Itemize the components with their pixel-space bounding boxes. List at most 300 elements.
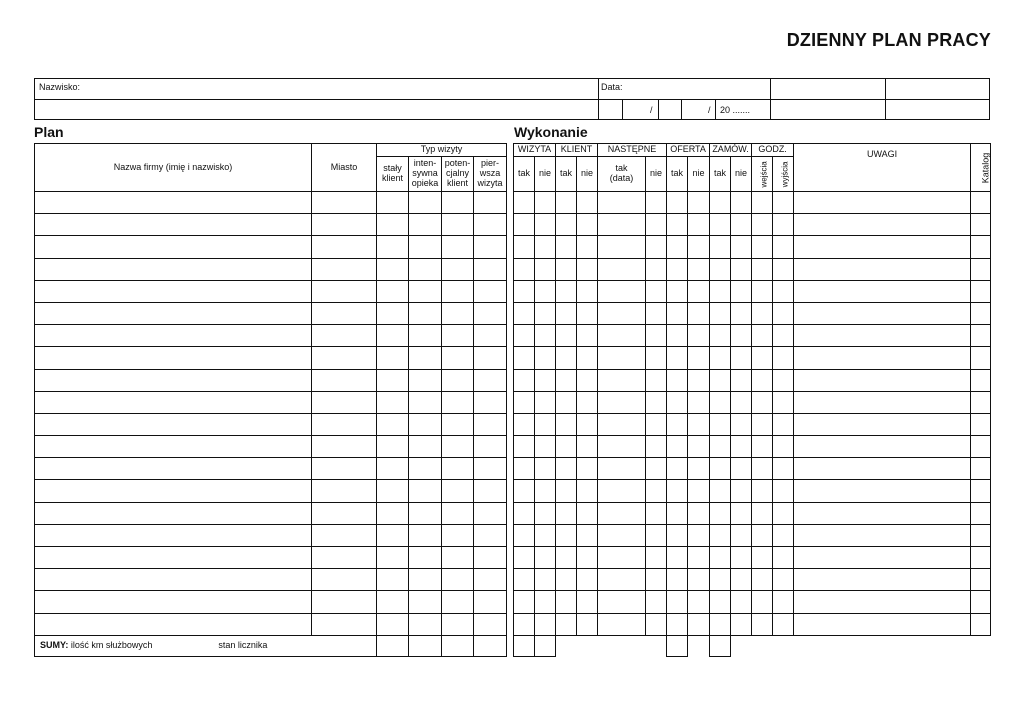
form-cell[interactable] — [598, 391, 646, 413]
form-cell[interactable] — [667, 436, 688, 458]
form-cell[interactable] — [773, 302, 794, 324]
form-cell[interactable] — [577, 436, 598, 458]
form-cell[interactable] — [794, 413, 971, 435]
form-cell[interactable] — [794, 458, 971, 480]
form-cell[interactable] — [377, 280, 409, 302]
form-cell[interactable] — [971, 480, 991, 502]
form-cell[interactable] — [731, 192, 752, 214]
form-cell[interactable] — [514, 436, 535, 458]
form-cell[interactable] — [971, 591, 991, 613]
form-cell[interactable] — [598, 502, 646, 524]
form-cell[interactable] — [646, 524, 667, 546]
form-cell[interactable] — [35, 236, 312, 258]
form-cell[interactable] — [442, 480, 474, 502]
form-cell[interactable] — [646, 280, 667, 302]
form-cell[interactable] — [474, 214, 507, 236]
form-cell[interactable] — [710, 347, 731, 369]
form-cell[interactable] — [312, 502, 377, 524]
form-cell[interactable] — [971, 347, 991, 369]
form-cell[interactable] — [474, 280, 507, 302]
form-cell[interactable] — [35, 302, 312, 324]
form-cell[interactable] — [688, 436, 710, 458]
form-cell[interactable] — [688, 547, 710, 569]
form-cell[interactable] — [535, 214, 556, 236]
form-cell[interactable] — [312, 192, 377, 214]
form-cell[interactable] — [514, 192, 535, 214]
form-cell[interactable] — [971, 547, 991, 569]
form-cell[interactable] — [35, 325, 312, 347]
form-cell[interactable] — [377, 524, 409, 546]
form-cell[interactable] — [773, 480, 794, 502]
form-cell[interactable] — [773, 458, 794, 480]
form-cell[interactable] — [598, 480, 646, 502]
form-cell[interactable] — [35, 192, 312, 214]
form-cell[interactable] — [710, 391, 731, 413]
form-cell[interactable] — [312, 480, 377, 502]
form-cell[interactable] — [535, 391, 556, 413]
form-cell[interactable] — [794, 302, 971, 324]
form-cell[interactable] — [535, 524, 556, 546]
form-cell[interactable] — [535, 502, 556, 524]
form-cell[interactable] — [535, 413, 556, 435]
form-cell[interactable] — [710, 591, 731, 613]
form-cell[interactable] — [577, 569, 598, 591]
form-cell[interactable] — [773, 369, 794, 391]
form-cell[interactable] — [377, 413, 409, 435]
form-cell[interactable] — [577, 480, 598, 502]
form-cell[interactable] — [794, 192, 971, 214]
form-cell[interactable] — [646, 613, 667, 635]
sum-cell[interactable] — [535, 635, 556, 656]
form-cell[interactable] — [971, 325, 991, 347]
form-cell[interactable] — [598, 458, 646, 480]
form-cell[interactable] — [474, 547, 507, 569]
form-cell[interactable] — [688, 613, 710, 635]
form-cell[interactable] — [377, 258, 409, 280]
form-cell[interactable] — [556, 192, 577, 214]
form-cell[interactable] — [514, 391, 535, 413]
form-cell[interactable] — [377, 547, 409, 569]
form-cell[interactable] — [688, 591, 710, 613]
form-cell[interactable] — [667, 214, 688, 236]
form-cell[interactable] — [731, 547, 752, 569]
form-cell[interactable] — [577, 214, 598, 236]
form-cell[interactable] — [577, 280, 598, 302]
form-cell[interactable] — [752, 214, 773, 236]
form-cell[interactable] — [312, 369, 377, 391]
form-cell[interactable] — [688, 192, 710, 214]
form-cell[interactable] — [35, 391, 312, 413]
form-cell[interactable] — [646, 569, 667, 591]
form-cell[interactable] — [442, 613, 474, 635]
form-cell[interactable] — [773, 325, 794, 347]
form-cell[interactable] — [731, 413, 752, 435]
form-cell[interactable] — [577, 236, 598, 258]
form-cell[interactable] — [598, 347, 646, 369]
form-cell[interactable] — [794, 258, 971, 280]
form-cell[interactable] — [731, 214, 752, 236]
form-cell[interactable] — [752, 547, 773, 569]
form-cell[interactable] — [35, 613, 312, 635]
form-cell[interactable] — [556, 302, 577, 324]
form-cell[interactable] — [710, 192, 731, 214]
form-cell[interactable] — [312, 591, 377, 613]
form-cell[interactable] — [731, 325, 752, 347]
form-cell[interactable] — [667, 369, 688, 391]
form-cell[interactable] — [598, 369, 646, 391]
form-cell[interactable] — [688, 258, 710, 280]
form-cell[interactable] — [794, 480, 971, 502]
form-cell[interactable] — [514, 280, 535, 302]
form-cell[interactable] — [971, 502, 991, 524]
form-cell[interactable] — [794, 502, 971, 524]
form-cell[interactable] — [794, 347, 971, 369]
form-cell[interactable] — [535, 347, 556, 369]
form-cell[interactable] — [971, 369, 991, 391]
form-cell[interactable] — [710, 502, 731, 524]
form-cell[interactable] — [535, 258, 556, 280]
form-cell[interactable] — [773, 502, 794, 524]
form-cell[interactable] — [646, 192, 667, 214]
form-cell[interactable] — [971, 391, 991, 413]
form-cell[interactable] — [409, 569, 442, 591]
form-cell[interactable] — [971, 280, 991, 302]
form-cell[interactable] — [710, 236, 731, 258]
form-cell[interactable] — [556, 480, 577, 502]
form-cell[interactable] — [535, 280, 556, 302]
form-cell[interactable] — [556, 325, 577, 347]
form-cell[interactable] — [794, 280, 971, 302]
form-cell[interactable] — [598, 547, 646, 569]
form-cell[interactable] — [667, 413, 688, 435]
form-cell[interactable] — [752, 325, 773, 347]
form-cell[interactable] — [577, 347, 598, 369]
form-cell[interactable] — [556, 347, 577, 369]
form-cell[interactable] — [442, 192, 474, 214]
form-cell[interactable] — [556, 258, 577, 280]
form-cell[interactable] — [598, 192, 646, 214]
form-cell[interactable] — [35, 547, 312, 569]
form-cell[interactable] — [710, 613, 731, 635]
form-cell[interactable] — [752, 502, 773, 524]
form-cell[interactable] — [598, 236, 646, 258]
form-cell[interactable] — [731, 347, 752, 369]
form-cell[interactable] — [688, 325, 710, 347]
form-cell[interactable] — [474, 192, 507, 214]
form-cell[interactable] — [598, 436, 646, 458]
form-cell[interactable] — [752, 480, 773, 502]
form-cell[interactable] — [688, 347, 710, 369]
form-cell[interactable] — [598, 569, 646, 591]
form-cell[interactable] — [474, 436, 507, 458]
form-cell[interactable] — [409, 192, 442, 214]
form-cell[interactable] — [794, 236, 971, 258]
form-cell[interactable] — [773, 280, 794, 302]
form-cell[interactable] — [794, 436, 971, 458]
form-cell[interactable] — [556, 280, 577, 302]
form-cell[interactable] — [312, 547, 377, 569]
form-cell[interactable] — [514, 347, 535, 369]
form-cell[interactable] — [514, 569, 535, 591]
form-cell[interactable] — [409, 524, 442, 546]
form-cell[interactable] — [474, 236, 507, 258]
form-cell[interactable] — [794, 591, 971, 613]
form-cell[interactable] — [688, 502, 710, 524]
form-cell[interactable] — [556, 458, 577, 480]
form-cell[interactable] — [35, 369, 312, 391]
form-cell[interactable] — [535, 547, 556, 569]
form-cell[interactable] — [409, 502, 442, 524]
form-cell[interactable] — [577, 192, 598, 214]
form-cell[interactable] — [474, 325, 507, 347]
form-cell[interactable] — [577, 613, 598, 635]
form-cell[interactable] — [377, 480, 409, 502]
form-cell[interactable] — [377, 591, 409, 613]
form-cell[interactable] — [577, 458, 598, 480]
form-cell[interactable] — [312, 458, 377, 480]
form-cell[interactable] — [752, 192, 773, 214]
form-cell[interactable] — [409, 436, 442, 458]
form-cell[interactable] — [409, 325, 442, 347]
form-cell[interactable] — [514, 458, 535, 480]
form-cell[interactable] — [377, 236, 409, 258]
form-cell[interactable] — [409, 236, 442, 258]
form-cell[interactable] — [577, 302, 598, 324]
form-cell[interactable] — [667, 192, 688, 214]
form-cell[interactable] — [688, 569, 710, 591]
sum-cell[interactable] — [474, 635, 507, 656]
form-cell[interactable] — [598, 413, 646, 435]
form-cell[interactable] — [442, 413, 474, 435]
form-cell[interactable] — [442, 502, 474, 524]
form-cell[interactable] — [598, 302, 646, 324]
form-cell[interactable] — [971, 192, 991, 214]
sum-cell[interactable] — [514, 635, 535, 656]
form-cell[interactable] — [377, 302, 409, 324]
form-cell[interactable] — [731, 391, 752, 413]
form-cell[interactable] — [442, 236, 474, 258]
form-cell[interactable] — [35, 480, 312, 502]
form-cell[interactable] — [556, 591, 577, 613]
form-cell[interactable] — [752, 591, 773, 613]
form-cell[interactable] — [35, 280, 312, 302]
form-cell[interactable] — [710, 458, 731, 480]
form-cell[interactable] — [794, 569, 971, 591]
form-cell[interactable] — [514, 236, 535, 258]
form-cell[interactable] — [646, 325, 667, 347]
form-cell[interactable] — [752, 569, 773, 591]
form-cell[interactable] — [667, 613, 688, 635]
form-cell[interactable] — [514, 325, 535, 347]
form-cell[interactable] — [577, 413, 598, 435]
form-cell[interactable] — [710, 569, 731, 591]
form-cell[interactable] — [646, 413, 667, 435]
form-cell[interactable] — [409, 302, 442, 324]
form-cell[interactable] — [474, 480, 507, 502]
form-cell[interactable] — [312, 280, 377, 302]
form-cell[interactable] — [474, 591, 507, 613]
form-cell[interactable] — [646, 436, 667, 458]
form-cell[interactable] — [577, 325, 598, 347]
form-cell[interactable] — [688, 302, 710, 324]
form-cell[interactable] — [556, 502, 577, 524]
form-cell[interactable] — [710, 280, 731, 302]
form-cell[interactable] — [646, 369, 667, 391]
form-cell[interactable] — [710, 480, 731, 502]
sum-cell[interactable] — [667, 635, 688, 656]
form-cell[interactable] — [535, 192, 556, 214]
form-cell[interactable] — [688, 458, 710, 480]
form-cell[interactable] — [752, 369, 773, 391]
form-cell[interactable] — [688, 413, 710, 435]
form-cell[interactable] — [752, 302, 773, 324]
form-cell[interactable] — [598, 325, 646, 347]
form-cell[interactable] — [688, 391, 710, 413]
form-cell[interactable] — [312, 569, 377, 591]
form-cell[interactable] — [377, 214, 409, 236]
form-cell[interactable] — [646, 258, 667, 280]
form-cell[interactable] — [971, 613, 991, 635]
form-cell[interactable] — [577, 591, 598, 613]
form-cell[interactable] — [535, 569, 556, 591]
form-cell[interactable] — [474, 391, 507, 413]
form-cell[interactable] — [646, 502, 667, 524]
form-cell[interactable] — [474, 613, 507, 635]
form-cell[interactable] — [535, 591, 556, 613]
form-cell[interactable] — [577, 502, 598, 524]
form-cell[interactable] — [35, 524, 312, 546]
form-cell[interactable] — [312, 436, 377, 458]
form-cell[interactable] — [598, 258, 646, 280]
form-cell[interactable] — [556, 569, 577, 591]
form-cell[interactable] — [535, 458, 556, 480]
form-cell[interactable] — [731, 591, 752, 613]
form-cell[interactable] — [312, 524, 377, 546]
form-cell[interactable] — [667, 258, 688, 280]
form-cell[interactable] — [442, 214, 474, 236]
form-cell[interactable] — [556, 236, 577, 258]
form-cell[interactable] — [667, 302, 688, 324]
form-cell[interactable] — [474, 458, 507, 480]
form-cell[interactable] — [535, 436, 556, 458]
form-cell[interactable] — [773, 236, 794, 258]
form-cell[interactable] — [556, 524, 577, 546]
form-cell[interactable] — [514, 302, 535, 324]
form-cell[interactable] — [577, 547, 598, 569]
form-cell[interactable] — [409, 547, 442, 569]
form-cell[interactable] — [752, 413, 773, 435]
form-cell[interactable] — [971, 413, 991, 435]
form-cell[interactable] — [598, 591, 646, 613]
form-cell[interactable] — [773, 524, 794, 546]
form-cell[interactable] — [667, 391, 688, 413]
form-cell[interactable] — [731, 524, 752, 546]
form-cell[interactable] — [514, 613, 535, 635]
form-cell[interactable] — [312, 391, 377, 413]
form-cell[interactable] — [474, 569, 507, 591]
form-cell[interactable] — [598, 524, 646, 546]
form-cell[interactable] — [794, 524, 971, 546]
form-cell[interactable] — [773, 192, 794, 214]
form-cell[interactable] — [556, 391, 577, 413]
form-cell[interactable] — [773, 569, 794, 591]
form-cell[interactable] — [667, 325, 688, 347]
form-cell[interactable] — [971, 236, 991, 258]
form-cell[interactable] — [556, 214, 577, 236]
form-cell[interactable] — [688, 280, 710, 302]
form-cell[interactable] — [474, 413, 507, 435]
form-cell[interactable] — [598, 214, 646, 236]
form-cell[interactable] — [971, 436, 991, 458]
form-cell[interactable] — [773, 413, 794, 435]
form-cell[interactable] — [556, 413, 577, 435]
form-cell[interactable] — [646, 391, 667, 413]
form-cell[interactable] — [442, 258, 474, 280]
form-cell[interactable] — [474, 302, 507, 324]
form-cell[interactable] — [688, 236, 710, 258]
form-cell[interactable] — [442, 369, 474, 391]
form-cell[interactable] — [646, 480, 667, 502]
form-cell[interactable] — [442, 524, 474, 546]
form-cell[interactable] — [752, 258, 773, 280]
form-cell[interactable] — [773, 258, 794, 280]
form-cell[interactable] — [35, 214, 312, 236]
form-cell[interactable] — [731, 458, 752, 480]
form-cell[interactable] — [474, 347, 507, 369]
form-cell[interactable] — [667, 591, 688, 613]
form-cell[interactable] — [971, 524, 991, 546]
form-cell[interactable] — [409, 391, 442, 413]
form-cell[interactable] — [971, 569, 991, 591]
form-cell[interactable] — [474, 369, 507, 391]
form-cell[interactable] — [474, 502, 507, 524]
form-cell[interactable] — [752, 524, 773, 546]
form-cell[interactable] — [710, 325, 731, 347]
form-cell[interactable] — [35, 347, 312, 369]
form-cell[interactable] — [773, 391, 794, 413]
form-cell[interactable] — [514, 214, 535, 236]
form-cell[interactable] — [731, 369, 752, 391]
form-cell[interactable] — [312, 214, 377, 236]
form-cell[interactable] — [688, 524, 710, 546]
form-cell[interactable] — [514, 258, 535, 280]
form-cell[interactable] — [971, 458, 991, 480]
form-cell[interactable] — [514, 524, 535, 546]
form-cell[interactable] — [577, 369, 598, 391]
form-cell[interactable] — [667, 569, 688, 591]
form-cell[interactable] — [409, 258, 442, 280]
form-cell[interactable] — [710, 369, 731, 391]
form-cell[interactable] — [794, 547, 971, 569]
form-cell[interactable] — [710, 258, 731, 280]
form-cell[interactable] — [556, 547, 577, 569]
form-cell[interactable] — [514, 591, 535, 613]
form-cell[interactable] — [667, 458, 688, 480]
form-cell[interactable] — [688, 214, 710, 236]
form-cell[interactable] — [773, 214, 794, 236]
form-cell[interactable] — [971, 258, 991, 280]
form-cell[interactable] — [442, 547, 474, 569]
form-cell[interactable] — [535, 302, 556, 324]
form-cell[interactable] — [794, 214, 971, 236]
sum-cell[interactable] — [409, 635, 442, 656]
form-cell[interactable] — [971, 302, 991, 324]
form-cell[interactable] — [646, 302, 667, 324]
form-cell[interactable] — [710, 413, 731, 435]
form-cell[interactable] — [598, 280, 646, 302]
form-cell[interactable] — [409, 458, 442, 480]
form-cell[interactable] — [731, 280, 752, 302]
